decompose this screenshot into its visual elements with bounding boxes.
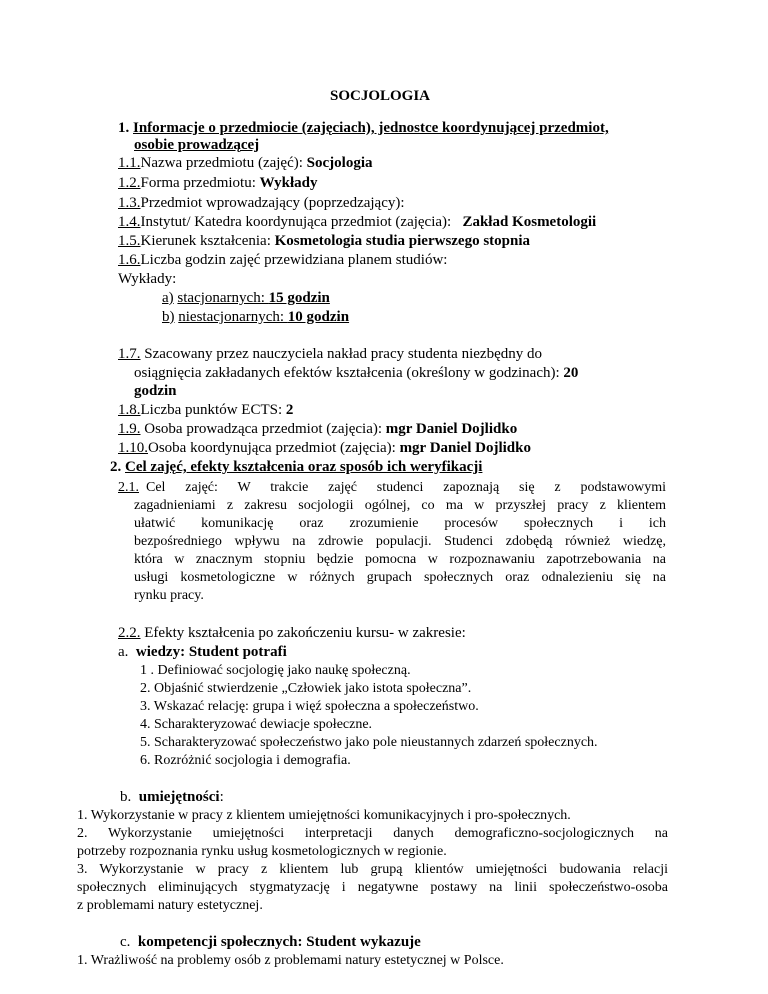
skills-line1: 1. Wykorzystanie w pracy z klientem umiejętności komunikacyjnych i pro-społecznych. <box>77 808 571 823</box>
skills-line4: 3. Wykorzystanie w pracy z klientem lub grupą klientów umiejętności budowania relacji <box>77 862 668 877</box>
section-1-heading-line2: osobie prowadzącej <box>134 137 260 153</box>
item-1-5: 1.5.Kierunek kształcenia: Kosmetologia studia pierwszego stopnia <box>118 233 531 249</box>
paragraph-2-1-line5: która w znacznym stopniu będzie pomocna w rozpoznawaniu zapotrzebowania na <box>134 552 666 567</box>
item-1-7-line2: osiągnięcia zakładanych efektów kształcenia (określony w godzinach): 20 <box>134 365 579 381</box>
section-2-heading: 2. Cel zajęć, efekty kształcenia oraz sposób ich weryfikacji <box>110 459 483 475</box>
item-1-1: 1.1.Nazwa przedmiotu (zajęć): Socjologia <box>118 155 373 171</box>
section-1-number: 1. <box>118 120 130 136</box>
competences-line1: 1. Wrażliwość na problemy osób z problemami natury estetycznej w Polsce. <box>77 953 504 968</box>
skills-line2: 2. Wykorzystanie umiejętności interpretacji danych demograficzno-socjologicznych na <box>77 826 668 841</box>
skills-line6: z problemami natury estetycznej. <box>77 898 263 913</box>
paragraph-2-1-line6: usługi kosmetologiczne w różnych grupach społecznych oraz odnalezieniu się na <box>134 570 666 585</box>
paragraph-2-1-line7: rynku pracy. <box>134 588 204 603</box>
section-1-heading <box>118 119 609 137</box>
paragraph-2-1-line2: zagadnieniami z zakresu socjologii ogólnej, co ma w przyszłej pracy z klientem <box>134 498 666 513</box>
item-1-3: 1.3.Przedmiot wprowadzający (poprzedzający): <box>118 195 405 211</box>
knowledge-item-2: 2. Objaśnić stwierdzenie „Człowiek jako istota społeczna”. <box>140 681 472 696</box>
item-1-2: 1.2.Forma przedmiotu: Wykłady <box>118 175 318 191</box>
subsection-a-heading: a. wiedzy: Student potrafi <box>118 644 287 660</box>
item-1-8: 1.8.Liczba punktów ECTS: 2 <box>118 402 294 418</box>
paragraph-2-1-line3: ułatwić komunikację oraz zrozumienie procesów społecznych i ich <box>134 516 666 531</box>
document-title: SOCJOLOGIA <box>330 88 431 104</box>
item-1-9: 1.9. Osoba prowadząca przedmiot (zajęcia): mgr Daniel Dojlidko <box>118 421 518 437</box>
subsection-b-heading: b. umiejętności: <box>120 789 224 805</box>
lectures-stationary: a) stacjonarnych: 15 godzin <box>162 290 330 306</box>
skills-line3: potrzeby rozpoznania rynku usług kosmetologicznych w regionie. <box>77 844 447 859</box>
item-1-6: 1.6.Liczba godzin zajęć przewidziana planem studiów: <box>118 252 448 268</box>
section-1-heading-line1: Informacje o przedmiocie (zajęciach), jednostce koordynującej przedmiot, <box>133 120 609 136</box>
skills-line5: społecznych eliminujących stygmatyzację i negatywne postawy na linii społeczeństwo-osoba <box>77 880 668 895</box>
knowledge-item-6: 6. Rozróżnić socjologia i demografia. <box>140 753 351 768</box>
paragraph-2-1-line1: Cel zajęć: W trakcie zajęć studenci zapoznają się z podstawowymi <box>146 480 666 495</box>
lectures-nonstationary: b) niestacjonarnych: 10 godzin <box>162 309 350 325</box>
paragraph-2-1-line4: bezpośredniego wpływu na zdrowie populacji. Studenci zdobędą również wiedzę, <box>134 534 666 549</box>
item-1-4: 1.4.Instytut/ Katedra koordynująca przedmiot (zajęcia): Zakład Kosmetologii <box>118 214 597 230</box>
item-1-7: 1.7. Szacowany przez nauczyciela nakład pracy studenta niezbędny do <box>118 346 542 362</box>
item-1-10: 1.10.Osoba koordynująca przedmiot (zajęcia): mgr Daniel Dojlidko <box>118 440 531 456</box>
paragraph-2-2: 2.2. Efekty kształcenia po zakończeniu kursu- w zakresie: <box>118 625 466 641</box>
item-1-7-line3: godzin <box>134 383 177 399</box>
subsection-c-heading: c. kompetencji społecznych: Student wykazuje <box>120 934 421 950</box>
knowledge-item-3: 3. Wskazać relację: grupa i więź społeczna a społeczeństwo. <box>140 699 479 714</box>
paragraph-2-1-number: 2.1. <box>118 480 139 495</box>
knowledge-item-4: 4. Scharakteryzować dewiacje społeczne. <box>140 717 373 732</box>
lectures-label: Wykłady: <box>118 271 177 287</box>
knowledge-item-5: 5. Scharakteryzować społeczeństwo jako pole nieustannych zdarzeń społecznych. <box>140 735 598 750</box>
knowledge-item-1: 1 . Definiować socjologię jako naukę społeczną. <box>140 663 411 678</box>
